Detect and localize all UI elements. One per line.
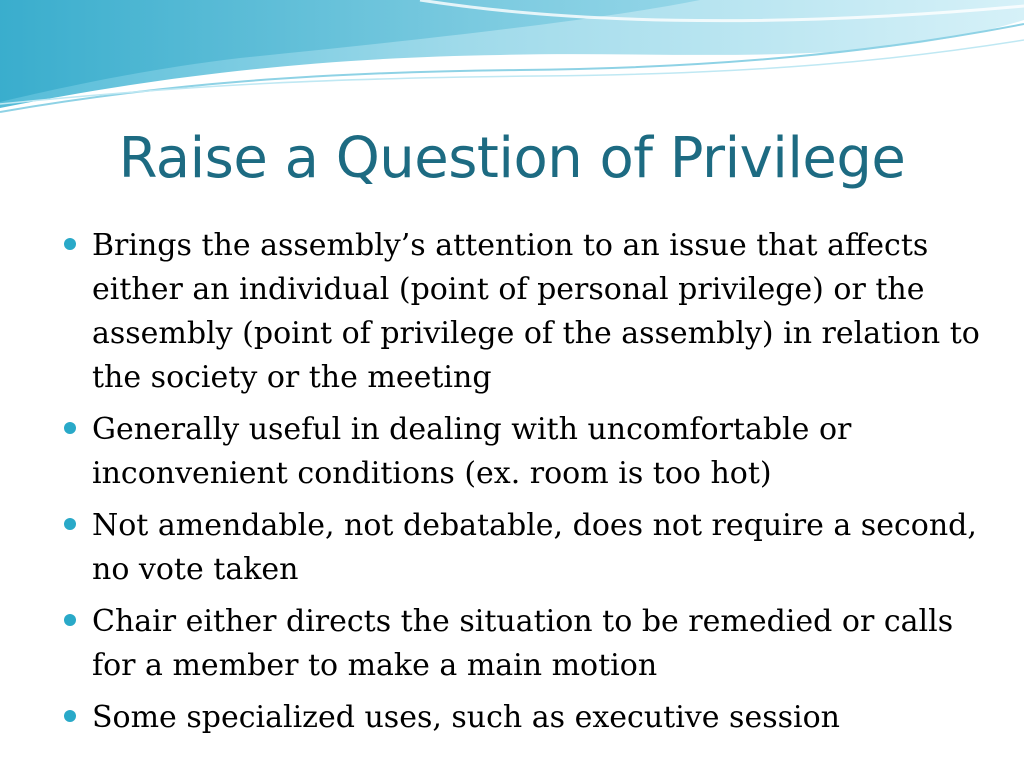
bullet-text: Not amendable, not debatable, does not require a second, no vote taken: [92, 508, 977, 587]
bullet-item: [62, 224, 982, 400]
bullet-marker-icon: [64, 710, 76, 722]
bullet-text: Generally useful in dealing with uncomfortable or inconvenient conditions (ex. room is too hot): [92, 412, 852, 491]
bullet-text: Brings the assembly’s attention to an issue that affects either an individual (point of personal privilege) or the assembly (point of privilege of the assembly) in relation to the society or the meeting: [92, 228, 980, 395]
bullet-list: [62, 224, 982, 748]
bullet-item: [62, 600, 982, 688]
bullet-text: Some specialized uses, such as executive session: [92, 700, 840, 735]
bullet-item: [62, 504, 982, 592]
bullet-item: [62, 696, 982, 740]
bullet-item: [62, 408, 982, 496]
header-wave-decoration: [0, 0, 1024, 120]
bullet-text: Chair either directs the situation to be remedied or calls for a member to make a main motion: [92, 604, 954, 683]
bullet-marker-icon: [64, 518, 76, 530]
bullet-marker-icon: [64, 422, 76, 434]
slide-title: Raise a Question of Privilege: [118, 126, 906, 191]
bullet-marker-icon: [64, 238, 76, 250]
bullet-marker-icon: [64, 614, 76, 626]
